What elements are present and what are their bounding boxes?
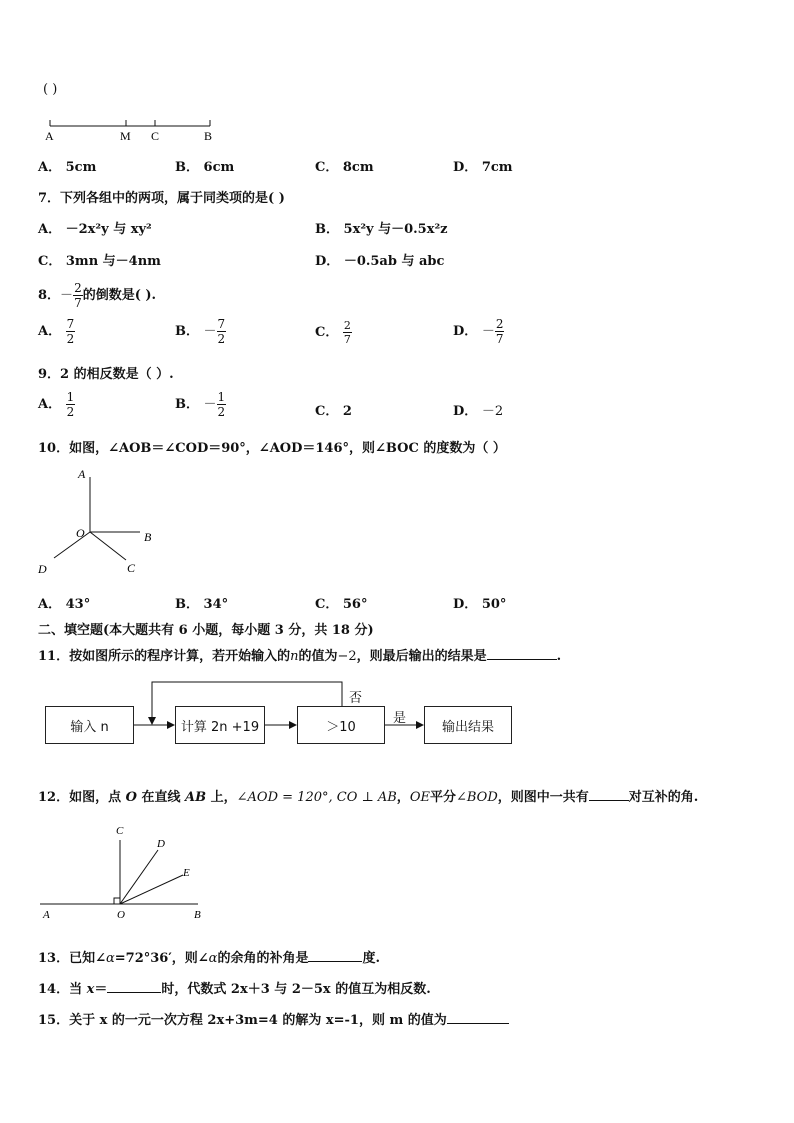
flow-compare-box: ＞10	[297, 706, 385, 744]
q8-option-b[interactable]: B． － $\frac{7}{2}$	[175, 317, 226, 346]
ray-od	[120, 850, 158, 904]
flow-output-box: 输出结果	[424, 706, 512, 744]
arrow-loop-back	[152, 682, 342, 724]
q11-answer-blank[interactable]	[487, 648, 557, 660]
label-b: B	[204, 129, 213, 143]
q10-stem: 10．如图，∠AOB＝∠COD＝90°，∠AOD＝146°，则∠BOC 的度数为（ ）	[38, 441, 506, 456]
q10-option-d[interactable]: D． 50°	[453, 597, 507, 612]
label-o: O	[76, 526, 85, 540]
q12-answer-blank[interactable]	[589, 789, 629, 801]
q8-option-c[interactable]: C． $\frac{2}{7}$	[315, 319, 351, 346]
label-a: A	[43, 909, 50, 921]
flow-yes-label: 是	[393, 711, 407, 726]
label-d: D	[157, 838, 165, 850]
q8-option-a[interactable]: A． $\frac{7}{2}$	[38, 317, 75, 346]
q12-stem: 12．如图，点 O 在直线 AB 上，∠AOD = 120°, CO ⊥ AB，OE平分∠BOD，则图中一共有 对互补的角.	[38, 790, 699, 805]
q6-answer-paren: ( )	[43, 82, 58, 97]
q8-option-d[interactable]: D． － $\frac{2}{7}$	[453, 317, 504, 346]
q14-answer-blank[interactable]	[107, 981, 161, 993]
q7-option-c[interactable]: C． 3mn 与－4nm	[38, 254, 161, 269]
label-c: C	[151, 129, 160, 143]
q10-option-c[interactable]: C． 56°	[315, 597, 368, 612]
label-a: A	[78, 467, 86, 481]
q6-option-a[interactable]: A． 5cm	[38, 160, 97, 175]
q9-option-a[interactable]: A． $\frac{1}{2}$	[38, 390, 75, 419]
q10-option-b[interactable]: B． 34°	[175, 597, 229, 612]
label-b: B	[194, 909, 201, 921]
q10-option-a[interactable]: A． 43°	[38, 597, 91, 612]
ray-oe	[120, 875, 183, 904]
q15-stem: 15．关于 x 的一元一次方程 2x+3m=4 的解为 x=-1，则 m 的值为	[38, 1009, 509, 1028]
label-m: M	[120, 129, 131, 143]
q6-option-d[interactable]: D． 7cm	[453, 160, 513, 175]
q13-answer-blank[interactable]	[308, 950, 362, 962]
ray-oc	[90, 532, 126, 560]
right-angle-mark	[114, 898, 120, 904]
q6-segment-diagram	[40, 116, 230, 146]
flow-compute-box: 计算 2n +19	[175, 706, 265, 744]
label-o: O	[117, 909, 125, 921]
label-a: A	[45, 129, 54, 143]
q7-stem: 7．下列各组中的两项，属于同类项的是( )	[38, 191, 285, 206]
q15-answer-blank[interactable]	[447, 1012, 509, 1024]
q9-option-c[interactable]: C． 2	[315, 404, 352, 419]
q8-stem: 8．－ $\frac{2}{7}$ 的倒数是( ).	[38, 281, 157, 310]
q9-option-b[interactable]: B． － $\frac{1}{2}$	[175, 390, 226, 419]
flow-no-label: 否	[349, 691, 363, 706]
q8-fraction: $\frac{2}{7}$	[74, 281, 82, 310]
q13-stem: 13．已知∠α=72°36′，则∠α的余角的补角是 度.	[38, 951, 380, 966]
flow-input-box: 输入 n	[45, 706, 134, 744]
label-c: C	[127, 561, 136, 575]
label-e: E	[183, 867, 190, 879]
label-c: C	[116, 825, 124, 837]
label-b: B	[144, 530, 152, 544]
q11-stem: 11．按如图所示的程序计算，若开始输入的n的值为−2，则最后输出的结果是 .	[38, 649, 562, 664]
q10-angle-diagram	[36, 462, 166, 580]
q7-option-b[interactable]: B． 5x²y 与－0.5x²z	[315, 222, 448, 237]
label-d: D	[38, 562, 47, 576]
q7-option-a[interactable]: A． －2x²y 与 xy²	[38, 222, 152, 237]
q12-angle-diagram	[40, 820, 210, 922]
q6-option-b[interactable]: B． 6cm	[175, 160, 235, 175]
q6-option-c[interactable]: C． 8cm	[315, 160, 374, 175]
q7-option-d[interactable]: D． －0.5ab 与 abc	[315, 254, 445, 269]
q14-stem: 14．当 x＝ 时，代数式 2x＋3 与 2－5x 的值互为相反数.	[38, 982, 431, 997]
section2-title: 二、填空题(本大题共有 6 小题，每小题 3 分，共 18 分)	[38, 623, 374, 638]
flow-arrows	[130, 676, 430, 736]
q9-stem: 9．2 的相反数是（ ）.	[38, 367, 174, 382]
q9-option-d[interactable]: D． －2	[453, 404, 504, 419]
